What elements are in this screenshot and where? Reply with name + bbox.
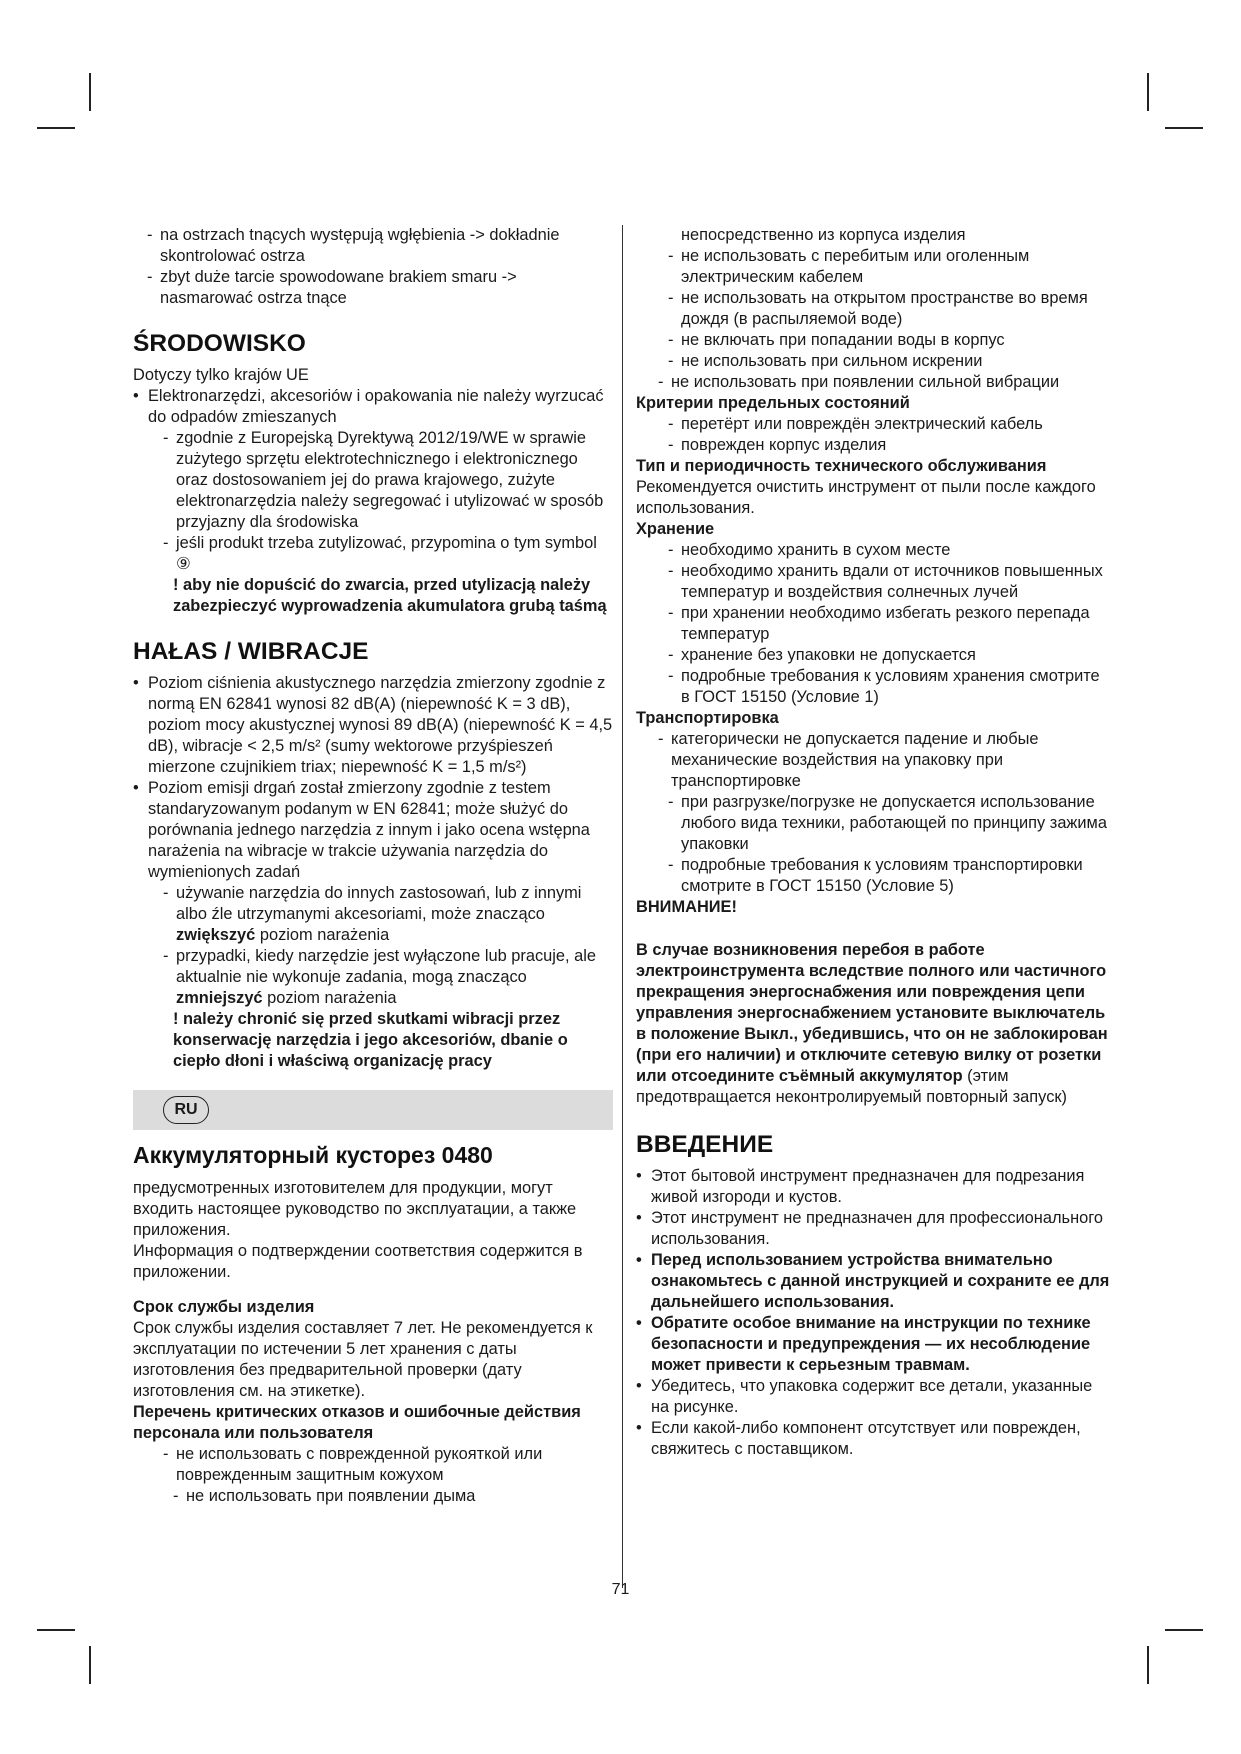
- noise-bullet: • Poziom ciśnienia akustycznego narzędzia zmierzony zgodnie z normą EN 62841 wynosi 82 dB(A) (niepewność K = 3 dB), poziom mocy akustycznej wynosi 89 dB(A) (niepewność K = 4,5 dB), wibracje < 2,5 m/s² (sumy wektorowe przyśpieszeń mierzone czujnikiem triax; niepewność K = 1,5 m/s²): [133, 673, 613, 778]
- section-title-introduction: ВВЕДЕНИЕ: [636, 1131, 774, 1158]
- intro-item: • Этот бытовой инструмент предназначен для подрезания живой изгороди и кустов.: [636, 1166, 1111, 1208]
- fail-item: - не использовать с перебитым или оголенным электрическим кабелем: [666, 246, 1111, 288]
- ru-intro: предусмотренных изготовителем для продукции, могут входить настоящее руководство по эксплуатации, а также приложения.: [133, 1179, 577, 1239]
- product-title: Аккумуляторный кусторез 0480: [133, 1142, 493, 1168]
- life-text: Срок службы изделия составляет 7 лет. Не рекомендуется к эксплуатации по истечении 5 лет хранения с даты изготовления без предварительной проверки (дату изготовления см. на этикетке).: [133, 1319, 593, 1400]
- language-badge: RU: [163, 1096, 209, 1124]
- crop-mark: [1147, 1646, 1149, 1684]
- power-warning-text: (этим предотвращается неконтролируемый повторный запуск): [636, 1067, 1068, 1106]
- noise-dash-text: poziom narażenia: [262, 989, 397, 1007]
- transport-item: - подробные требования к условиям транспортировки смотрите в ГОСТ 15150 (Условие 5): [666, 855, 1111, 897]
- crop-mark: [37, 1629, 75, 1631]
- maintenance-title: Тип и периодичность технического обслуживания: [636, 457, 1047, 475]
- storage-item: - необходимо хранить вдали от источников повышенных температур и воздействия солнечных лучей: [666, 561, 1111, 603]
- intro-item: • Убедитесь, что упаковка содержит все детали, указанные на рисунке.: [636, 1376, 1111, 1418]
- ru-intro: Информация о подтверждении соответствия содержится в приложении.: [133, 1242, 583, 1281]
- fail-item: - не использовать на открытом пространстве во время дождя (в распыляемой воде): [666, 288, 1111, 330]
- power-warning: [636, 940, 1111, 1108]
- limit-item: - поврежден корпус изделия: [666, 435, 1111, 456]
- intro-item: • Обратите особое внимание на инструкции по технике безопасности и предупреждения — их несоблюдение может привести к серьезным травмам.: [636, 1313, 1111, 1376]
- noise-dash: [161, 883, 613, 946]
- crop-mark: [89, 1646, 91, 1684]
- continued-text: непосредственно из корпуса изделия: [681, 226, 966, 244]
- limit-item: - перетёрт или повреждён электрический кабель: [666, 414, 1111, 435]
- crop-mark: [1165, 127, 1203, 129]
- storage-item: - подробные требования к условиям хранения смотрите в ГОСТ 15150 (Условие 1): [666, 666, 1111, 708]
- fail-item: - не использовать при появлении сильной вибрации: [656, 372, 1111, 393]
- crop-mark: [1165, 1629, 1203, 1631]
- transport-item: - при разгрузке/погрузке не допускается использование любого вида техники, работающей по принципу зажима упаковки: [666, 792, 1111, 855]
- transport-title: Транспортировка: [636, 709, 779, 727]
- attention-label: ВНИМАНИЕ!: [636, 898, 737, 916]
- storage-item: - при хранении необходимо избегать резкого перепада температур: [666, 603, 1111, 645]
- list-item: - zbyt duże tarcie spowodowane brakiem smaru -> nasmarować ostrza tnące: [145, 267, 613, 309]
- noise-dash-text: poziom narażenia: [255, 926, 390, 944]
- noise-dash: [161, 946, 613, 1009]
- env-warning: ! aby nie dopuścić do zwarcia, przed utylizacją należy zabezpieczyć wyprowadzenia akumulatora grubą taśmą: [173, 576, 607, 615]
- transport-item: - категорически не допускается падение и любые механические воздействия на упаковку при транспортировке: [656, 729, 1111, 792]
- noise-bullet: • Poziom emisji drgań został zmierzony zgodnie z testem standaryzowanym podanym w EN 62841; może służyć do porównania jednego narzędzia z innym i jako ocena wstępna narażenia na wibracje w trakcie używania narzędzia do wymienionych zadań: [133, 778, 613, 883]
- fail-item: - не использовать при сильном искрении: [666, 351, 1111, 372]
- limit-title: Критерии предельных состояний: [636, 394, 910, 412]
- env-dash: - jeśli produkt trzeba zutylizować, przypomina o tym symbol ⑨: [161, 533, 613, 575]
- column-divider: [622, 225, 623, 1588]
- intro-item: • Если какой-либо компонент отсутствует или поврежден, свяжитесь с поставщиком.: [636, 1418, 1111, 1460]
- env-intro: Dotyczy tylko krajów UE: [133, 366, 309, 384]
- section-title-noise: HAŁAS / WIBRACJE: [133, 638, 369, 665]
- crop-mark: [89, 73, 91, 111]
- crop-mark: [37, 127, 75, 129]
- crop-mark: [1147, 73, 1149, 111]
- life-title: Срок службы изделия: [133, 1298, 315, 1316]
- intro-item: • Этот инструмент не предназначен для профессионального использования.: [636, 1208, 1111, 1250]
- maintenance-text: Рекомендуется очистить инструмент от пыли после каждого использования.: [636, 478, 1096, 517]
- language-bar: [133, 1090, 613, 1130]
- noise-dash-bold: zwiększyć: [176, 926, 256, 944]
- right-column: [636, 225, 1111, 1460]
- power-warning-bold: В случае возникновения перебоя в работе электроинструмента вследствие полного или частичного прекращения энергоснабжения или повреждения цепи управления энергоснабжением установите выключатель в положение Выкл., убедившись, что он не заблокирован (при его наличии) и отключите сетевую вилку от розетки или отсоедините съёмный аккумулятор: [636, 941, 1108, 1085]
- left-column: [133, 225, 613, 1507]
- storage-title: Хранение: [636, 520, 715, 538]
- noise-dash-bold: zmniejszyć: [176, 989, 263, 1007]
- env-dash: - zgodnie z Europejską Dyrektywą 2012/19/WE w sprawie zużytego sprzętu elektrotechnicznego i elektronicznego oraz dostosowaniem jej do prawa krajowego, zużyte elektronarzędzia należy segregować i utylizować w sposób przyjazny dla środowiska: [161, 428, 613, 533]
- fail-item: - не использовать с поврежденной рукояткой или поврежденным защитным кожухом: [161, 1444, 613, 1486]
- storage-item: - хранение без упаковки не допускается: [666, 645, 1111, 666]
- page-number: 71: [611, 1581, 630, 1598]
- list-item: - na ostrzach tnących występują wgłębienia -> dokładnie skontrolować ostrza: [145, 225, 613, 267]
- fail-title: Перечень критических отказов и ошибочные действия персонала или пользователя: [133, 1403, 581, 1442]
- storage-item: - необходимо хранить в сухом месте: [666, 540, 1111, 561]
- env-bullet: • Elektronarzędzi, akcesoriów i opakowania nie należy wyrzucać do odpadów zmieszanych: [133, 386, 613, 428]
- noise-warning: ! należy chronić się przed skutkami wibracji przez konserwację narzędzia i jego akcesoriów, dbanie o ciepło dłoni i właściwą organizację pracy: [173, 1010, 568, 1070]
- intro-item: • Перед использованием устройства внимательно ознакомьтесь с данной инструкцией и сохраните ее для дальнейшего использования.: [636, 1250, 1111, 1313]
- fail-item: - не включать при попадании воды в корпус: [666, 330, 1111, 351]
- noise-dash-text: używanie narzędzia do innych zastosowań, lub z innymi albo źle utrzymanymi akcesoriami, może znacząco: [176, 884, 582, 923]
- noise-dash-text: przypadki, kiedy narzędzie jest wyłączone lub pracuje, ale aktualnie nie wykonuje zadania, mogą znacząco: [176, 947, 597, 986]
- fail-item: - не использовать при появлении дыма: [171, 1486, 613, 1507]
- section-title-environment: ŚRODOWISKO: [133, 330, 306, 357]
